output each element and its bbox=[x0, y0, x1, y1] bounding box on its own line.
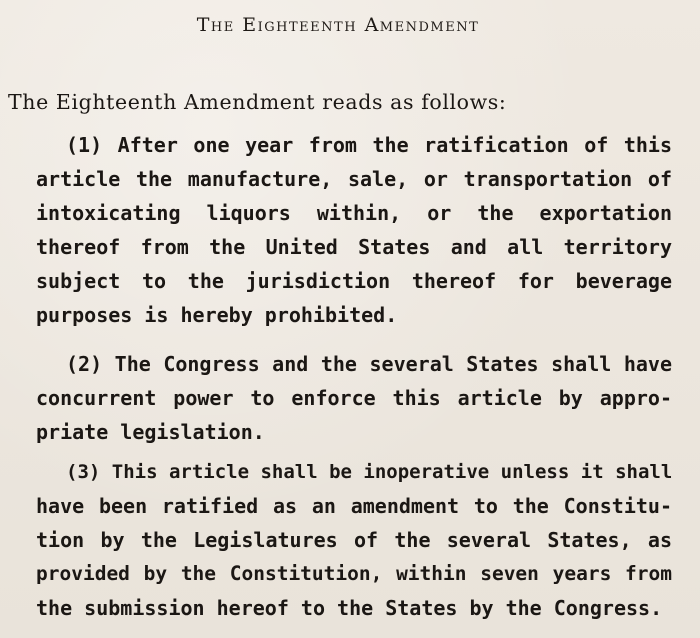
section-2-line-1: (2) The Congress and the several States shall have bbox=[66, 352, 672, 376]
intro-sentence: The Eighteenth Amendment reads as follows: bbox=[8, 90, 507, 114]
section-2-line-2: concurrent power to enforce this article by appro- bbox=[36, 386, 672, 410]
section-3-line-4: provided by the Constitution, within seven years from bbox=[36, 562, 672, 585]
section-1-line-2: article the manufacture, sale, or transportation of bbox=[36, 167, 672, 191]
section-1-line-1: (1) After one year from the ratification of this bbox=[66, 133, 672, 157]
section-3-paragraph bbox=[36, 455, 672, 625]
section-2-line-3: priate legislation. bbox=[36, 420, 265, 444]
section-1-line-4: thereof from the United States and all territory bbox=[36, 235, 672, 259]
section-1-line-5: subject to the jurisdiction thereof for beverage bbox=[36, 269, 672, 293]
document-heading: The Eighteenth Amendment bbox=[196, 14, 480, 36]
section-1-paragraph bbox=[36, 128, 672, 332]
section-3-line-1: (3) This article shall be inoperative unless it shall bbox=[66, 461, 673, 483]
section-1-line-3: intoxicating liquors within, or the exportation bbox=[36, 201, 672, 225]
section-1-line-6: purposes is hereby prohibited. bbox=[36, 303, 398, 327]
section-3-line-2: have been ratified as an amendment to the Constitu- bbox=[36, 494, 672, 518]
section-3-line-5: the submission hereof to the States by the Congress. bbox=[36, 596, 663, 620]
section-3-line-3: tion by the Legislatures of the several States, as bbox=[36, 528, 672, 552]
section-2-paragraph bbox=[36, 347, 672, 449]
